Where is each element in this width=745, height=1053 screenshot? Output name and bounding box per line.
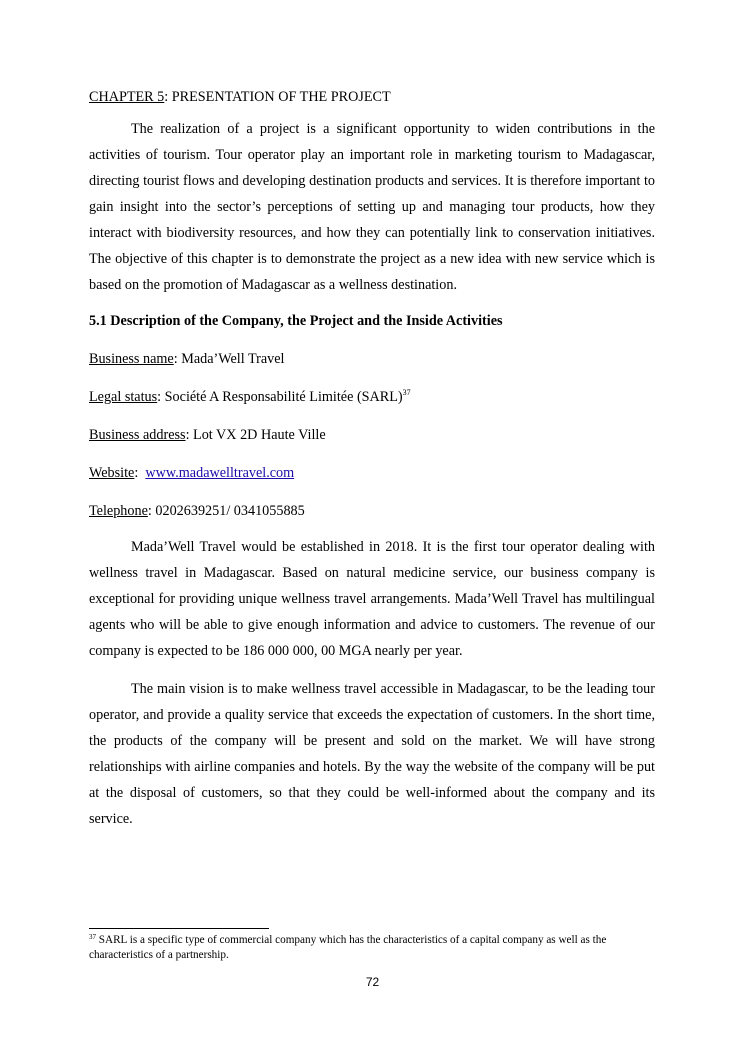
business-name-value: : Mada’Well Travel (173, 351, 285, 367)
business-address-value: : Lot VX 2D Haute Ville (185, 427, 326, 443)
website-link[interactable]: www.madawelltravel.com (145, 465, 295, 481)
chapter-heading (89, 86, 655, 108)
legal-status-label: Legal status (89, 389, 158, 405)
footnote-text: SARL is a specific type of commercial company which has the characteristics of a capital company as well as the characteristics of a partnership. (89, 934, 607, 961)
website-field (89, 462, 655, 484)
paragraph-establishment: Mada’Well Travel would be established in 2018. It is the first tour operator dealing with wellness travel in Madagascar. Based on natural medicine service, our business company is exceptional for providing unique wellness travel arrangements. Mada’Well Travel has multilingual agents who will be able to give enough information and advice to customers. The revenue of our company is expected to be 186 000 000, 00 MGA nearly per year. (89, 539, 655, 659)
page-number: 72 (365, 975, 380, 989)
footnote (89, 933, 655, 962)
business-address-field (89, 424, 655, 446)
chapter-label: CHAPTER 5 (89, 89, 165, 105)
footnote-number: 37 (89, 933, 96, 941)
footnote-ref[interactable]: 37 (402, 388, 411, 397)
telephone-value: : 0202639251/ 0341055885 (147, 503, 305, 519)
website-label: Website (89, 465, 135, 481)
legal-status-value: : Société A Responsabilité Limitée (SARL) (157, 389, 403, 405)
website-separator: : (134, 465, 139, 481)
telephone-label: Telephone (89, 503, 148, 519)
chapter-title: : PRESENTATION OF THE PROJECT (164, 89, 391, 105)
paragraph-vision: The main vision is to make wellness travel accessible in Madagascar, to be the leading tour operator, and provide a quality service that exceeds the expectation of customers. In the short time, the products of the company will be present and sold on the market. We will have strong relationships with airline companies and hotels. By the way the website of the company will be put at the disposal of customers, so that they could be well-informed about the company and its service. (89, 681, 655, 827)
intro-paragraph: The realization of a project is a significant opportunity to widen contributions in the activities of tourism. Tour operator play an important role in marketing tourism to Madagascar, directing tourist flows and developing destination products and services. It is therefore important to gain insight into the sector’s perceptions of setting up and managing tour products, how they interact with biodiversity resources, and how they can potentially link to conservation initiatives. The objective of this chapter is to demonstrate the project as a new idea with new service which is based on the promotion of Madagascar as a wellness destination. (89, 121, 655, 293)
business-address-label: Business address (89, 427, 186, 443)
document-page (89, 86, 655, 832)
business-name-label: Business name (89, 351, 174, 367)
legal-status-field (89, 386, 655, 408)
footnote-divider (89, 928, 269, 929)
telephone-field (89, 500, 655, 522)
section-heading: 5.1 Description of the Company, the Project and the Inside Activities (89, 313, 503, 329)
business-name-field (89, 348, 655, 370)
